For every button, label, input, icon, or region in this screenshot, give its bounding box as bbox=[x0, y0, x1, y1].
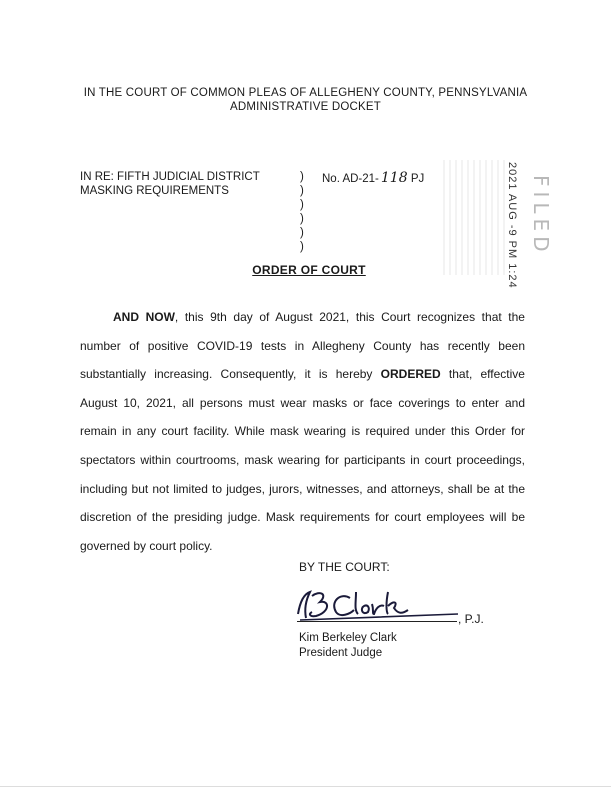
docket-number-handwritten: 118 bbox=[380, 170, 408, 186]
case-caption bbox=[80, 170, 260, 198]
paren: ) bbox=[300, 241, 304, 253]
signer-block bbox=[299, 631, 397, 661]
scan-edge bbox=[0, 786, 611, 787]
docket-type-line: ADMINISTRATIVE DOCKET bbox=[230, 101, 381, 113]
court-name-line: IN THE COURT OF COMMON PLEAS OF ALLEGHENY COUNTY, PENNSYLVANIA bbox=[83, 87, 528, 99]
paragraph-part-a: , this 9th day of August 2021, this Court recognizes that the number of positive COVID-19 tests in Allegheny County has recently been substantially increasing. Consequently, it is hereby bbox=[80, 310, 525, 382]
signer-name: Kim Berkeley Clark bbox=[299, 632, 397, 644]
paren: ) bbox=[300, 185, 304, 197]
docket-suffix: PJ bbox=[410, 173, 425, 185]
order-paragraph bbox=[80, 303, 525, 560]
handwritten-signature bbox=[290, 584, 460, 626]
paren: ) bbox=[300, 213, 304, 225]
order-body bbox=[80, 303, 525, 560]
by-the-court-label: BY THE COURT: bbox=[299, 560, 390, 574]
docket-number bbox=[322, 170, 424, 186]
pj-suffix: , P.J. bbox=[458, 612, 484, 626]
order-title-text: ORDER OF COURT bbox=[252, 263, 366, 277]
filed-stamp: FILED bbox=[529, 175, 553, 257]
docket-prefix: No. AD-21- bbox=[322, 173, 379, 185]
order-title bbox=[0, 263, 611, 277]
caption-line-2: MASKING REQUIREMENTS bbox=[80, 185, 229, 197]
paren: ) bbox=[300, 199, 304, 211]
paragraph-part-b: that, effective August 10, 2021, all persons must wear masks or face coverings to enter and remain in any court facility. While mask wearing is required under this Order for spectators within courtrooms, mask wearing for participants in court proceedings, including but not limited to judges, jurors, witnesses, and attorneys, shall be at the discretion of the presiding judge. Mask requirements for court employees will be governed by court policy. bbox=[80, 367, 525, 553]
clerk-stamp-faint bbox=[443, 160, 505, 275]
ordered-keyword: ORDERED bbox=[380, 367, 441, 382]
filing-date-stamp: 2021 AUG -9 PM 1:24 bbox=[506, 162, 518, 289]
caption-parentheses bbox=[300, 170, 304, 254]
paren: ) bbox=[300, 227, 304, 239]
caption-line-1: IN RE: FIFTH JUDICIAL DISTRICT bbox=[80, 171, 260, 183]
and-now-lead: AND NOW bbox=[113, 310, 175, 324]
paren: ) bbox=[300, 171, 304, 183]
signer-title: President Judge bbox=[299, 647, 383, 659]
signature-line bbox=[297, 621, 457, 622]
